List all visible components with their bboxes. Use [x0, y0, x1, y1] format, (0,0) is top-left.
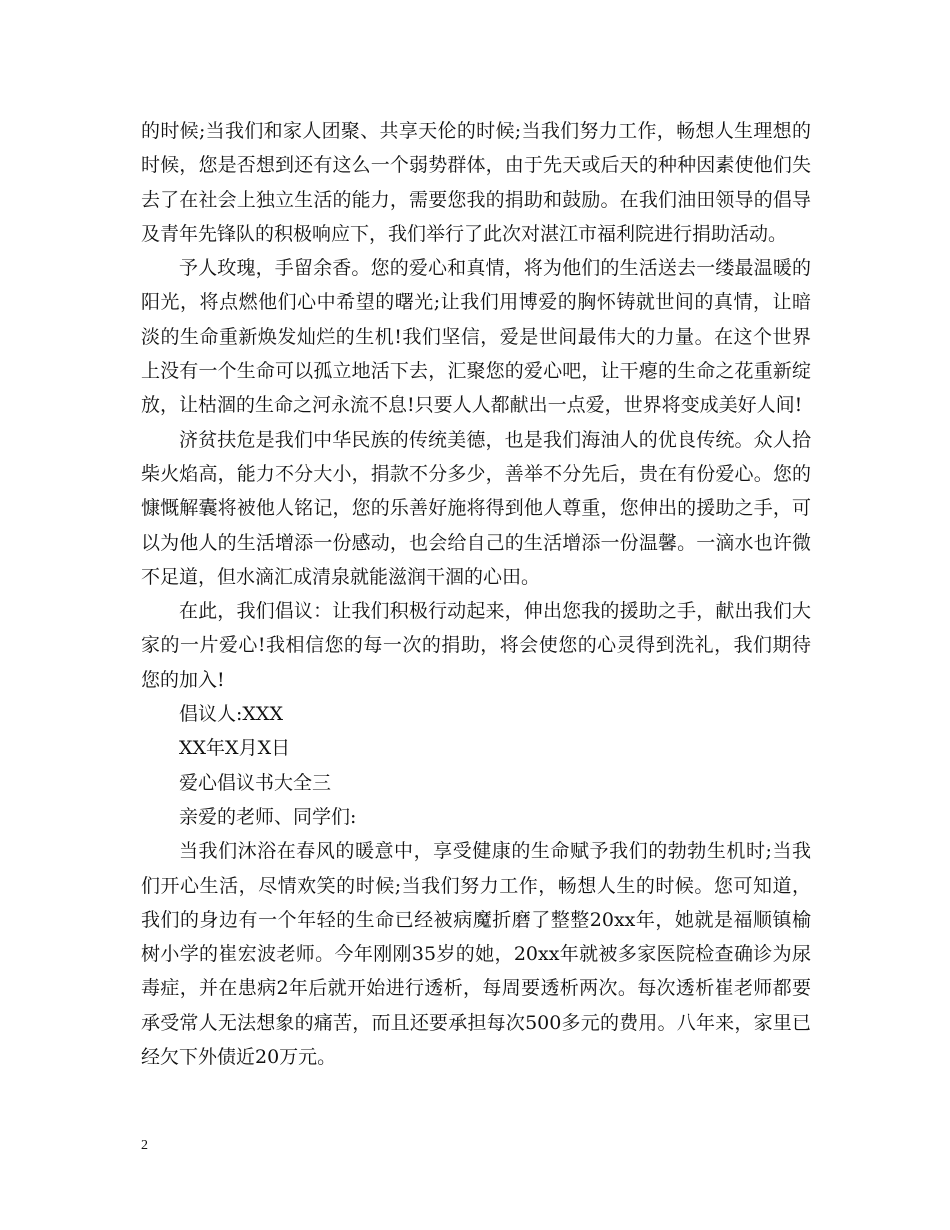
- salutation: 亲爱的老师、同学们:: [179, 805, 357, 828]
- paragraph-4: 在此，我们倡议：让我们积极行动起来，伸出您我的援助之手，献出我们大家的一片爱心!我相信您的每一次的捐助，将会使您的心灵得到洗礼，我们期待您的加入!: [141, 600, 811, 691]
- date-line: XX年X月X日: [179, 737, 291, 760]
- section-title: 爱心倡议书大全三: [179, 771, 332, 794]
- paragraph-2: 予人玫瑰，手留余香。您的爱心和真情，将为他们的生活送去一缕最温暖的阳光，将点燃他们心中希望的曙光;让我们用博爱的胸怀铸就世间的真情，让暗淡的生命重新焕发灿烂的生机!我们坚信，爱是世间最伟大的力量。在这个世界上没有一个生命可以孤立地活下去，汇聚您的爱心吧，让干瘪的生命之花重新绽放，让枯涸的生命之河永流不息!只要人人都献出一点爱，世界将变成美好人间!: [141, 257, 811, 417]
- paragraph-5: 当我们沐浴在春风的暖意中，享受健康的生命赋予我们的勃勃生机时;当我们开心生活，尽情欢笑的时候;当我们努力工作，畅想人生的时候。您可知道，我们的身边有一个年轻的生命已经被病魔折磨了整整20xx年，她就是福顺镇榆树小学的崔宏波老师。今年刚刚35岁的她，20xx年就被多家医院检查确诊为尿毒症，并在患病2年后就开始进行透析，每周要透析两次。每次透析崔老师都要承受常人无法想象的痛苦，而且还要承担每次500多元的费用。八年来，家里已经欠下外债近20万元。: [141, 840, 811, 1069]
- paragraph-1: 的时候;当我们和家人团聚、共享天伦的时候;当我们努力工作，畅想人生理想的时候，您是否想到还有这么一个弱势群体，由于先天或后天的种种因素使他们失去了在社会上独立生活的能力，需要您我的捐助和鼓励。在我们油田领导的倡导及青年先锋队的积极响应下，我们举行了此次对湛江市福利院进行捐助活动。: [141, 120, 811, 245]
- page-number: 2: [141, 1138, 148, 1153]
- signature-line: 倡议人:XXX: [179, 703, 283, 726]
- document-body: [141, 114, 811, 1074]
- paragraph-3: 济贫扶危是我们中华民族的传统美德，也是我们海油人的优良传统。众人拾柴火焰高，能力不分大小，捐款不分多少，善举不分先后，贵在有份爱心。您的慷慨解囊将被他人铭记，您的乐善好施将得到他人尊重，您伸出的援助之手，可以为他人的生活增添一份感动，也会给自己的生活增添一份温馨。一滴水也许微不足道，但水滴汇成清泉就能滋润干涸的心田。: [141, 428, 811, 588]
